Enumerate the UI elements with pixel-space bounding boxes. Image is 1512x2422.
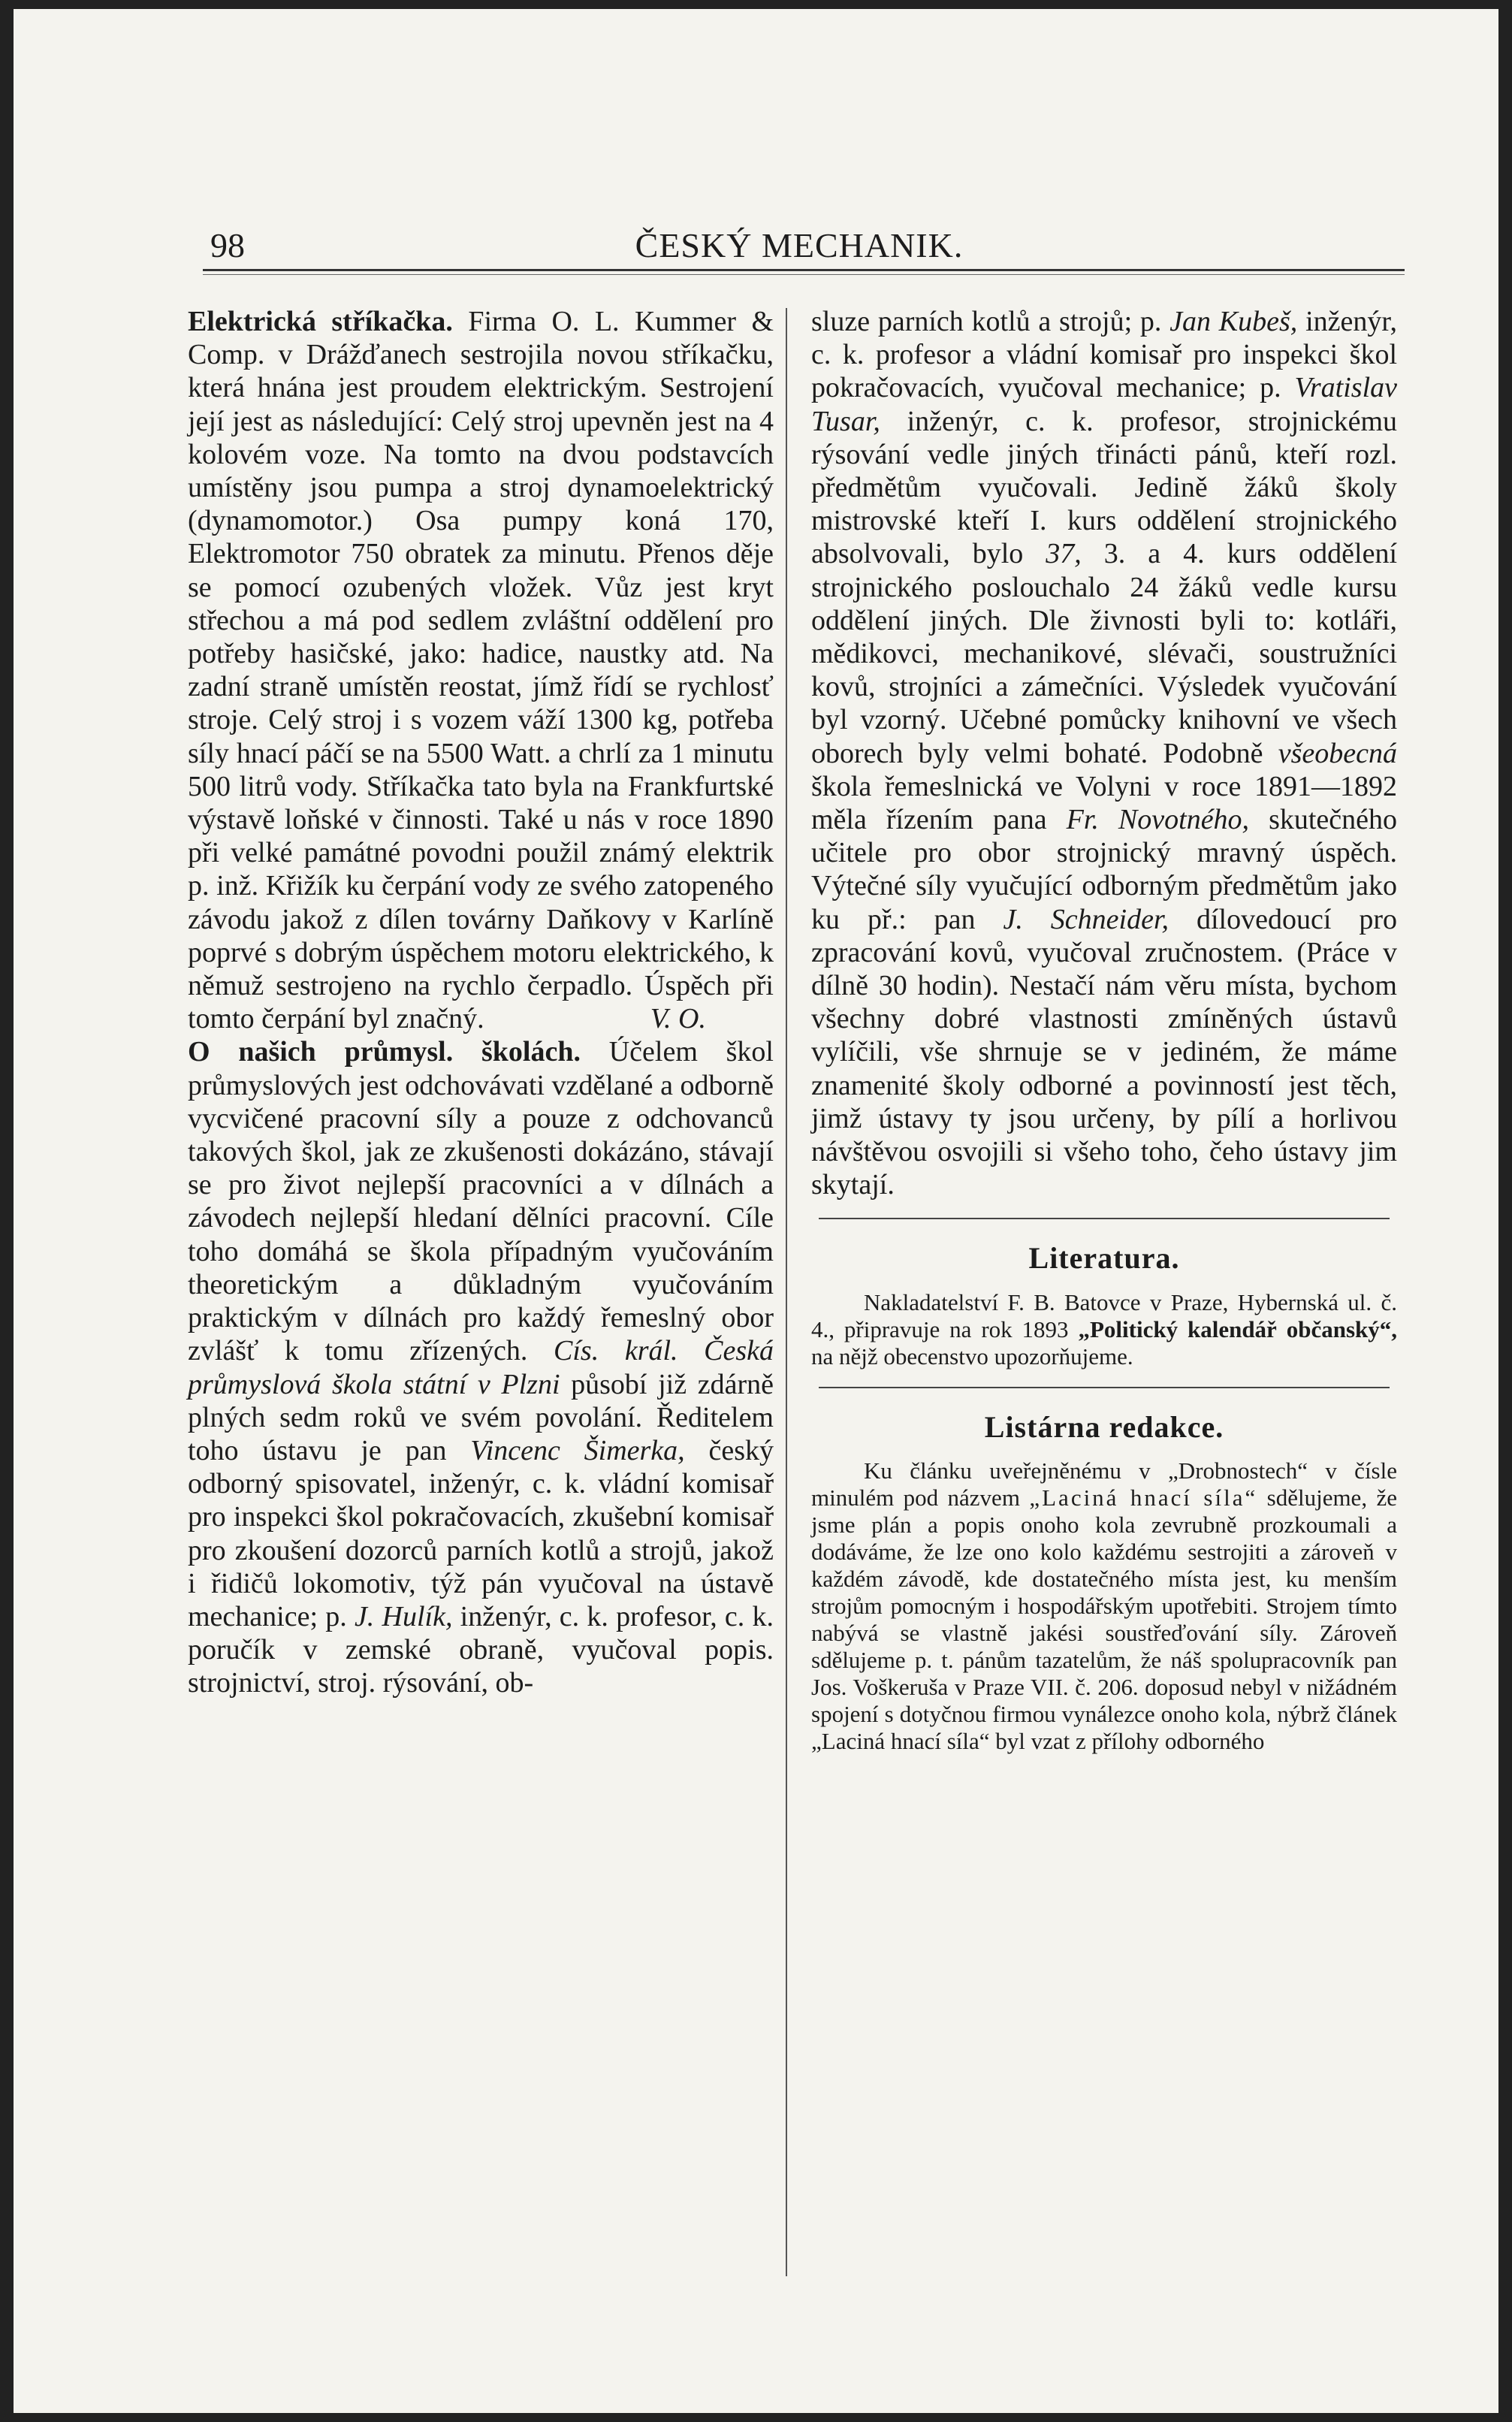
page-header	[191, 222, 1408, 275]
right-column	[811, 305, 1397, 1755]
article-heading: O našich průmysl. školách.	[188, 1036, 581, 1068]
person-name: Vincenc Šimerka,	[470, 1434, 685, 1466]
section-divider	[819, 1387, 1390, 1388]
page-number: 98	[210, 226, 245, 264]
article-text: český odborný spisovatel, inženýr, c. k. vládní komisař pro inspekci škol pokračovacích, zkušební komisař pro zkoušení dozorců parních kotlů a strojů, jakož i řidičů lokomotiv, týž pán vyučoval na ústavě mechanice; p.	[188, 1434, 774, 1632]
running-title: ČESKÝ MECHANIK.	[635, 226, 964, 264]
listarna-text: Ku článku uveřejněnému v „Drobnostech“ v čísle minulém pod názvem	[811, 1457, 1397, 1511]
left-column	[188, 305, 774, 1700]
literatura-text: Nakladatelství F. B. Batovce v Praze, Hybernská ul. č. 4., připravuje na rok 1893	[811, 1288, 1397, 1342]
header-rule	[203, 269, 1405, 275]
school-name: Cís. král. Česká průmyslová škola státní v Plzni	[188, 1335, 774, 1400]
article-text: skutečného učitele pro obor strojnický mravný úspěch. Výtečné síly vyučující odborným předmětům jako ku př.: pan	[811, 804, 1398, 935]
calendar-title: „Politický kalendář občanský“,	[1078, 1315, 1398, 1342]
article-electric-pump	[188, 305, 774, 1035]
article-text: inženýr, c. k. profesor, c. k. poručík v zemské obraně, vyučoval popis. strojnictví, stroj. rýsování, ob-	[188, 1600, 774, 1699]
person-name: J. Schneider,	[1003, 903, 1169, 935]
school-type: všeobecná	[1278, 737, 1397, 769]
article-signature: V. O.	[650, 1003, 706, 1035]
literatura-section	[811, 1289, 1397, 1370]
article-text: inženýr, c. k. profesor, strojnickému rýsování vedle jiných třinácti pánů, kteří rozl. předmětům vyučovali. Jedině žáků školy mistrovské kteří I. kurs oddělení strojnického absolvovali, bylo	[811, 405, 1398, 570]
student-count: 37,	[1046, 538, 1082, 570]
listarna-section	[811, 1457, 1397, 1755]
article-text: působí již zdárně plných sedm roků ve svém povolání. Ředitelem toho ústavu je pan	[188, 1368, 774, 1466]
article-text: sluze parních kotlů a strojů; p.	[811, 306, 1162, 337]
article-text: Firma O. L. Kummer & Comp. v Drážďanech sestrojila novou stříkačku, která hnána jest proudem elektrickým. Sestrojení její jest as následující: Celý stroj upevněn jest na 4 kolovém voze. Na tomto na dvou podstavcích umístěny jsou pumpa a stroj dynamoelektrický (dynamomotor.) Osa pumpy koná 170, Elektromotor 750 obratek za minutu. Přenos děje se pomocí ozubených vložek. Vůz jest kryt střechou a má pod sedlem zvláštní oddělení pro potřeby hasičské, jako: hadice, naustky atd. Na zadní straně umístěn reostat, jímž řídí se rychlosť stroje. Celý stroj i s vozem váží 1300 kg, potřeba síly hnací páčí se na 5500 Watt. a chrlí za 1 minutu 500 litrů vody. Stříkačka tato byla na Frankfurtské výstavě loňské v činnosti. Také u nás v roce 1890 při velké památné povodni použil známý elektrik p. inž. Křižík ku čerpání vody ze svého zatopeného závodu jakož z dílen továrny Daňkovy v Karlíně poprvé s dobrým úspěchem motoru elektrického, k němuž sestrojeno na rychlo čerpadlo. Úspěch při tomto čerpání byl značný.	[188, 306, 774, 1035]
literatura-title: Literatura.	[1028, 1241, 1180, 1276]
person-name: Fr. Novotného,	[1066, 804, 1250, 836]
article-reference: „Laciná hnací síla“	[1029, 1484, 1258, 1511]
article-industrial-schools	[188, 1035, 774, 1699]
column-divider	[786, 308, 787, 2276]
article-text: 3. a 4. kurs oddělení strojnického poslouchalo 24 žáků vedle kursu oddělení jiných. Dle živnosti byli to: kotláři, mědikovci, mechanikové, slévači, soustružníci kovů, strojníci a zámečníci. Výsledek vyučování byl vzorný. Učebné pomůcky knihovní ve všech oborech byly velmi bohaté. Podobně	[811, 538, 1397, 769]
article-continuation	[811, 305, 1397, 1201]
person-name: Vratislav Tusar,	[811, 372, 1398, 437]
person-name: Jan Kubeš,	[1169, 306, 1298, 337]
section-divider	[819, 1218, 1390, 1219]
literatura-text: na nějž obecenstvo upozorňujeme.	[811, 1342, 1133, 1370]
person-name: J. Hulík,	[354, 1600, 453, 1632]
listarna-title: Listárna redakce.	[984, 1409, 1224, 1444]
article-heading: Elektrická stříkačka.	[188, 306, 453, 337]
article-text: dílovedoucí pro zpracování kovů, vyučoval zručnostem. (Práce v dílně 30 hodin). Nestačí nám věru místa, bychom všechny dobré vlastnosti zmíněných ústavů vylíčili, vše shrnuje se v jediném, že máme znamenité školy odborné a povinností jest těch, jimž ústavy ty jsou určeny, by pílí a horlivou návštěvou osvojili si všeho toho, čeho ústavy jim skytají.	[811, 903, 1398, 1201]
article-text: inženýr, c. k. profesor a vládní komisař pro inspekci škol pokračovacích, vyučoval mechanice; p.	[811, 306, 1398, 404]
listarna-text: sdělujeme, že jsme plán a popis onoho kola zevrubně prozkoumali a dodáváme, že lze ono kolo každému sestrojiti a zároveň v každém závodě, kde dostatečného místa jest, ku menším strojům pomocným i hospodářským upotřebiti. Strojem tímto nabývá se vlastně jakési soustřeďování síly. Zároveň sdělujeme p. t. pánům tazatelům, že náš spolupracovník pan Jos. Voškeruša v Praze VII. č. 206. doposud nebyl v nižádném spojení s dotyčnou firmou vynálezce onoho kola, nýbrž článek „Laciná hnací síla“ byl vzat z přílohy odborného	[811, 1484, 1398, 1754]
article-text: škola řemeslnická ve Volyni v roce 1891—1892 měla řízením pana	[811, 770, 1397, 836]
article-text: Účelem škol průmyslových jest odchovávati vzdělané a odborně vycvičené pracovní síly a pouze z odchovanců takových škol, jak ze zkušenosti dokázáno, stávají se pro život nejlepší pracovníci a v dílnách a závodech nejlepší hledaní dělníci pracovní. Cíle toho domáhá se škola případným vyučováním theoretickým a důkladným vyučováním praktickým v dílnách pro každý řemeslný obor zvlášť k tomu zřízených.	[188, 1036, 774, 1367]
